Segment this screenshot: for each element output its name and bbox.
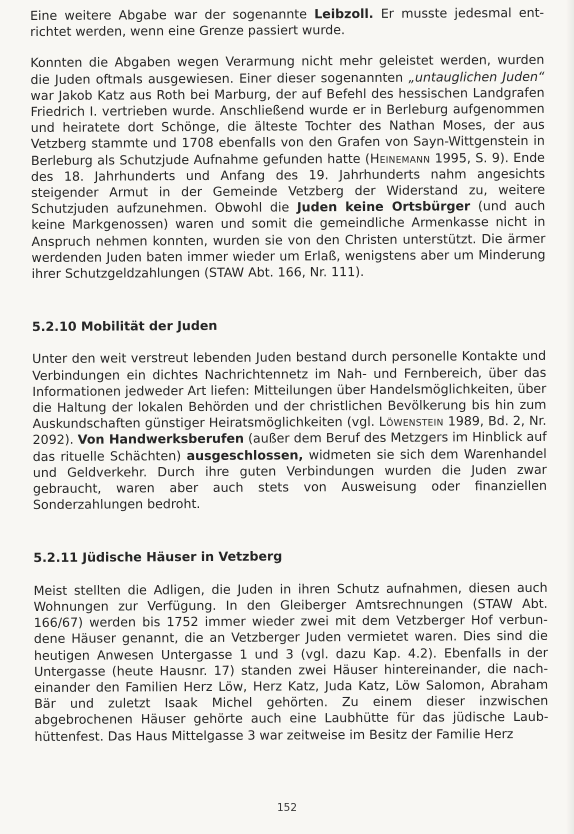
text-run: 1989, Bd. 2, Nr. 2092). [32,413,547,448]
author-citation: Heinemann [369,150,431,166]
bold-term: Leibzoll. [314,5,374,22]
paragraph-leibzoll [30,5,544,41]
italic-term: „untauglichen Juden“ [408,68,545,85]
text-run: (und auch keine Markgenossen) waren und somit die gemeindliche Armenkasse nicht in Anspruch nehmen konnten, wurden sie von den Christen unterstützt. Die ärmer werdenden Juden baten immer wieder um Erlaß, wenigstens aber um Minderung ihrer Schutzgeldzahlungen (STAW Abt. 166, Nr. 111). [31,198,546,282]
paragraph-haeuser: Meist stellten die Adligen, die Juden in ihren Schutz aufnahmen, diesen auch Wohnungen zur Verfügung. In den Gleiberger Amtsrechnungen (STAW Abt. 166/67) werden bis 1752 immer wieder zwei mit dem Vetzberger Hof verbundene Häuser genannt, die an Vetzberger Juden vermietet waren. Dies sind die heutigen Anwesen Untergasse 1 und 3 (vgl. dazu Kap. 4.2). Ebenfalls in der Untergasse (heute Hausnr. 17) standen zwei Häuser hintereinander, die nacheinander den Familien Herz Löw, Herz Katz, Juda Katz, Löw Salomon, Abraham Bär und zuletzt Isaak Michel gehörten. Zu einem dieser inzwischen abgebrochenen Häuser gehörte auch eine Laubhütte für das jüdische Laubhüttenfest. Das Haus Mittelgasse 3 war zeitweise im Besitz der Familie Herz [33,579,549,744]
text-run: Unter den weit verstreut lebenden Juden bestand durch personelle Kontakte und Verbindungen ein dichtes Nachrichtennetz im Nah- und Fernbereich, über das Informationen jedweder Art liefen: Mitteilungen über Handelsmöglichkeiten, über die Haltung der lokalen Behörden und der christlichen Bevölkerung bis hin zum Auskundschaften günstiger Heiratsmöglichkeiten (vgl. [32,348,547,432]
section-heading-haeuser: 5.2.11 Jüdische Häuser in Vetzberg [33,548,283,566]
page-edge-shadow [566,0,574,834]
text-run: Konnten die Abgaben wegen Verarmung nicht mehr geleistet werden, wurden die Juden oftmals ausgewiesen. Einer dieser sogenannten [30,52,545,87]
text-run: (außer dem Beruf des Metzgers im Hinblick auf das rituelle Schächten) [32,429,547,464]
text-column [30,5,549,760]
bold-term: ausgeschlossen, [186,447,304,463]
bold-term: Juden keine Ortsbürger [296,198,471,215]
paragraph-mobilitaet [32,348,547,513]
bold-term: Von Handwerksberufen [77,431,245,448]
paragraph-ausweisung [30,52,545,282]
text-run: Er musste jedesmal entrichtet werden, wenn eine Grenze passiert wurde. [30,4,545,40]
text-run: widmeten sie sich dem Warenhandel und Geldverkehr. Durch ihre guten Verbindungen wurden die Juden zwar gebraucht, waren aber auch stets von Ausweisung oder finanziellen Sonderzahlungen bedroht. [32,445,547,513]
author-citation: Löwenstein [378,413,444,430]
text-run: 1995, S. 9). Ende des 18. Jahrhunderts und Anfang des 19. Jahrhunderts nahm angesichts steigender Armut in der Gemeinde Vetzberg der Widerstand zu, weitere Schutzjuden aufzunehmen. Obwohl die [30,149,546,217]
text-run: Eine weitere Abgabe war der sogenannte [30,6,315,23]
page-number: 152 [276,802,298,814]
section-heading-mobilitaet: 5.2.10 Mobilität der Juden [31,318,218,335]
text-run: war Jakob Katz aus Roth bei Marburg, der auf Befehl des hessischen Landgrafen Friedrich I. vertrieben wurde. Anschließend wurde er in Berleburg aufgenommen und heiratete dort Schönge, die älteste Tochter des Nathan Moses, der aus Vetzberg stammte und 1708 ebenfalls von den Grafen von Sayn-Wittgenstein in Berleburg als Schutzjude Aufnahme gefunden hatte ( [30,84,545,168]
